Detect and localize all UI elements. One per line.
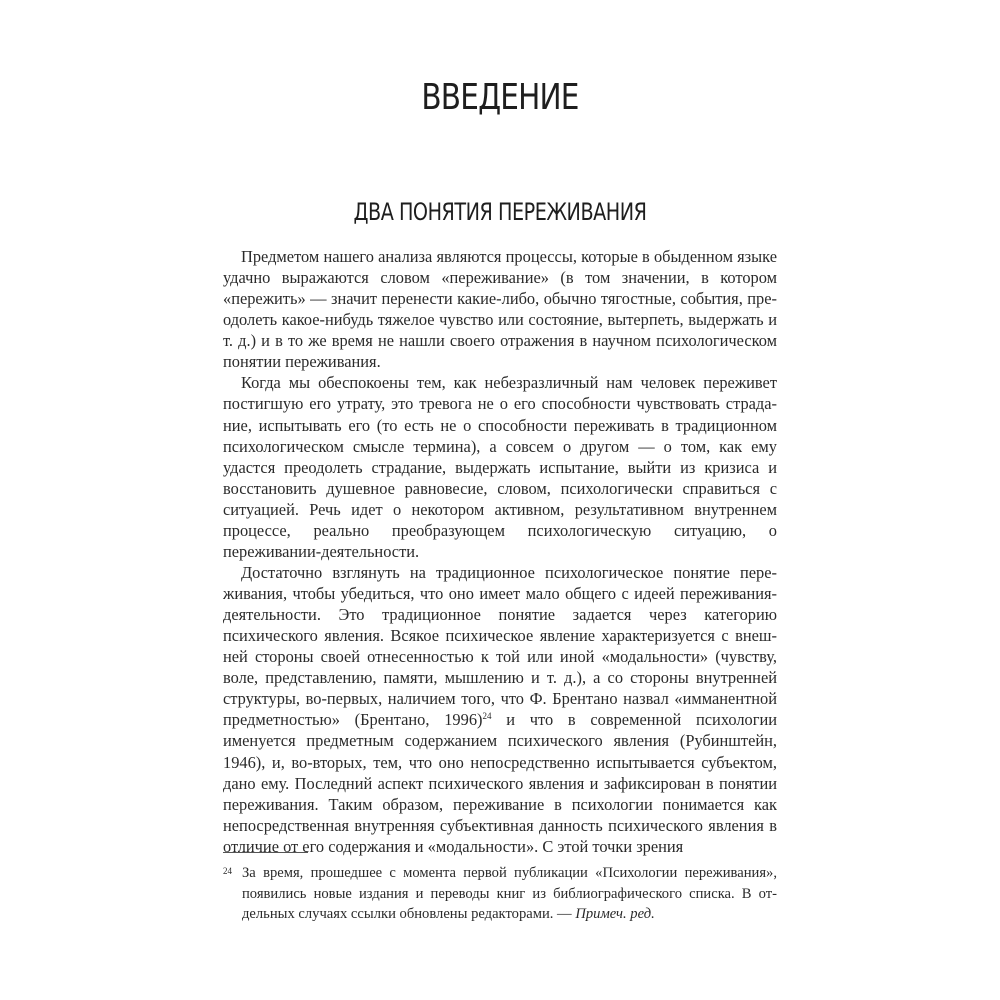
- paragraph-3-part-2: и что в современной психологии именуется предметным содержанием психического явления (Рубинштейн, 1946), и, во-вторых, тем, что оно непосредственно испытывается субъектом, дано ему. Последний аспект психического явления и зафиксирован в понятии переживания. Таким образом, переживание в психологии понимается как непосредственная внутренняя субъективная данность психического явления в отличие от его содержания и «модальности». С этой точки зрения: [223, 710, 778, 856]
- chapter-title: ВВЕДЕНИЕ: [421, 77, 579, 118]
- footnote-reference[interactable]: 24: [482, 711, 492, 722]
- paragraph-2: Когда мы обеспокоены тем, как небезразличный нам человек переживет постигшую его утрату, это тревога не о его способности чувствовать страдание, испытывать его (то есть не о способности переживать в традиционном психологическом смысле термина), а совсем о другом — о том, как ему удастся преодолеть страдание, выдержать испытание, выйти из кризиса и восстановить душевное равновесие, словом, психологически справиться с ситуацией. Речь идет о некотором активном, результативном внутреннем процессе, реально преобразующем психологическую ситуацию, о переживании-деятельности.: [223, 373, 777, 561]
- paragraph-1: Предметом нашего анализа являются процессы, которые в обыденном языке удачно выражаются словом «переживание» (в том значении, в котором «пережить» — значит перенести какие-либо, обычно тягостные, события, преодолеть какое-нибудь тяжелое чувство или состояние, вытерпеть, выдержать и т. д.) и в то же время не нашли своего отражения в научном психологическом понятии переживания.: [223, 247, 777, 372]
- footnote-body: [242, 863, 777, 925]
- footnote-number: 24: [223, 866, 232, 876]
- footnote-divider: [223, 852, 308, 853]
- paragraph-3: [223, 562, 777, 857]
- footnote: [223, 863, 777, 925]
- section-title: ДВА ПОНЯТИЯ ПЕРЕЖИВАНИЯ: [353, 198, 647, 226]
- paragraph-3-part-1: Достаточно взглянуть на традиционное психологическое понятие переживания, чтобы убедиться, что оно имеет мало общего с идеей переживания-деятельности. Это традиционное понятие задается через категорию психического явления. Всякое психическое явление характеризуется с внешней стороны своей отнесенностью к той или иной «модальности» (чувству, воле, представлению, памяти, мышлению и т. д.), а со стороны внутренней структуры, во-первых, наличием того, что Ф. Брентано назвал «имманентной предметностью» (Брентано, 1996): [223, 562, 777, 730]
- footnote-text: За время, прошедшее с момента первой публикации «Психологии переживания», появились новые издания и переводы книг из библиографического списка. В отдельных случаях ссылки обновлены редакторами. —: [242, 865, 777, 922]
- body-text: [223, 246, 777, 857]
- footnote-editor-note: Примеч. ред.: [575, 906, 655, 922]
